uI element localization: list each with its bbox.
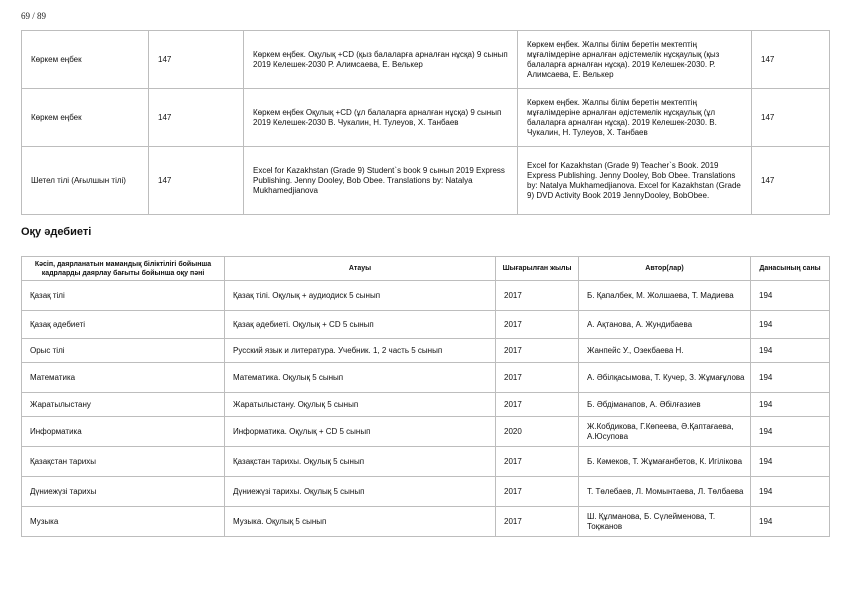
- guide-cell: Excel for Kazakhstan (Grade 9) Teacher`s Book. 2019 Express Publishing. Jenny Dooley, Bob Obee. Translations by: Natalya Mukhamedjianova. Excel for Kazakhstan (Grade 9) DVD Activity Book 2019 JennyDooley, BobObee.: [518, 147, 752, 215]
- title-cell: Математика. Оқулық 5 сынып: [225, 363, 496, 393]
- count-cell: 147: [752, 147, 830, 215]
- subject-cell: Көркем еңбек: [22, 89, 149, 147]
- count-cell: 194: [751, 393, 830, 417]
- authors-cell: Б. Әбдіманапов, А. Әбілғазиев: [579, 393, 751, 417]
- count-cell: 147: [752, 89, 830, 147]
- title-cell: Қазақ әдебиеті. Оқулық + CD 5 сынып: [225, 311, 496, 339]
- year-cell: 2017: [496, 393, 579, 417]
- count-cell: 194: [751, 477, 830, 507]
- title-cell: Қазақ тілі. Оқулық + аудиодиск 5 сынып: [225, 281, 496, 311]
- title-cell: Жаратылыстану. Оқулық 5 сынып: [225, 393, 496, 417]
- table-row: [22, 311, 830, 339]
- header-title: Атауы: [225, 257, 496, 281]
- table-row: [22, 281, 830, 311]
- table-row: [22, 417, 830, 447]
- textbook-cell: Көркем еңбек. Оқулық +CD (қыз балаларға арналған нұсқа) 9 сынып 2019 Келешек-2030 Р. Алимсаева, Е. Велькер: [244, 31, 518, 89]
- authors-cell: Б. Қапалбек, М. Жолшаева, Т. Мадиева: [579, 281, 751, 311]
- count-cell: 147: [752, 31, 830, 89]
- table-row: [22, 507, 830, 537]
- authors-cell: А. Ақтанова, А. Жундибаева: [579, 311, 751, 339]
- table-row: [22, 31, 830, 89]
- header-year: Шығарылған жылы: [496, 257, 579, 281]
- count-cell: 194: [751, 507, 830, 537]
- year-cell: 2017: [496, 311, 579, 339]
- section-heading: Оқу әдебиеті: [21, 226, 92, 238]
- header-subject: Кәсіп, даярланатын мамандық біліктілігі бойынша кадрларды даярлау бағыты бойынша оқу пәні: [22, 257, 225, 281]
- header-authors: Автор(лар): [579, 257, 751, 281]
- count-cell: 194: [751, 417, 830, 447]
- authors-cell: Ж.Кобдикова, Г.Көпеева, Ә.Қаптағаева, А.Юсупова: [579, 417, 751, 447]
- subject-cell: Математика: [22, 363, 225, 393]
- table-row: [22, 147, 830, 215]
- count-cell: 147: [149, 31, 244, 89]
- year-cell: 2017: [496, 363, 579, 393]
- subject-cell: Жаратылыстану: [22, 393, 225, 417]
- table-row: [22, 363, 830, 393]
- subject-cell: Шетел тілі (Ағылшын тілі): [22, 147, 149, 215]
- title-cell: Информатика. Оқулық + CD 5 сынып: [225, 417, 496, 447]
- title-cell: Дүниежүзі тарихы. Оқулық 5 сынып: [225, 477, 496, 507]
- table-row: [22, 477, 830, 507]
- table-header-row: [22, 257, 830, 281]
- authors-cell: Т. Төлебаев, Л. Момынтаева, Л. Төлбаева: [579, 477, 751, 507]
- subject-cell: Қазақ тілі: [22, 281, 225, 311]
- count-cell: 194: [751, 281, 830, 311]
- textbook-cell: Көркем еңбек Оқулық +CD (ұл балаларға арналған нұсқа) 9 сынып 2019 Келешек-2030 В. Чукалин, Н. Тулеуов, Х. Танбаев: [244, 89, 518, 147]
- subject-cell: Қазақ әдебиеті: [22, 311, 225, 339]
- table-row: [22, 447, 830, 477]
- year-cell: 2017: [496, 477, 579, 507]
- year-cell: 2017: [496, 339, 579, 363]
- table-row: [22, 393, 830, 417]
- count-cell: 147: [149, 147, 244, 215]
- year-cell: 2020: [496, 417, 579, 447]
- subject-cell: Музыка: [22, 507, 225, 537]
- subject-cell: Қазақстан тарихы: [22, 447, 225, 477]
- top-resources-table: [21, 30, 830, 215]
- textbook-cell: Excel for Kazakhstan (Grade 9) Student`s book 9 сынып 2019 Express Publishing. Jenny Dooley, Bob Obee. Translations by: Natalya Mukhamedjianova: [244, 147, 518, 215]
- authors-cell: А. Әбілқасымова, Т. Кучер, З. Жұмағұлова: [579, 363, 751, 393]
- subject-cell: Көркем еңбек: [22, 31, 149, 89]
- table-row: [22, 339, 830, 363]
- table-row: [22, 89, 830, 147]
- count-cell: 194: [751, 447, 830, 477]
- title-cell: Русский язык и литература. Учебник. 1, 2 часть 5 сынып: [225, 339, 496, 363]
- authors-cell: Жанпейс У., Озекбаева Н.: [579, 339, 751, 363]
- literature-table: [21, 256, 830, 537]
- title-cell: Қазақстан тарихы. Оқулық 5 сынып: [225, 447, 496, 477]
- page-number: 69 / 89: [21, 11, 47, 21]
- guide-cell: Көркем еңбек. Жалпы білім беретін мектептің мұғалімдеріне арналған әдістемелік нұсқаулық (ұл балаларға арналған нұсқа). 2019 Келешек-2030. В. Чукалин, Н. Тулеуов, Х. Танбаев: [518, 89, 752, 147]
- subject-cell: Дүниежүзі тарихы: [22, 477, 225, 507]
- count-cell: 194: [751, 339, 830, 363]
- year-cell: 2017: [496, 281, 579, 311]
- count-cell: 194: [751, 363, 830, 393]
- subject-cell: Информатика: [22, 417, 225, 447]
- year-cell: 2017: [496, 507, 579, 537]
- year-cell: 2017: [496, 447, 579, 477]
- count-cell: 147: [149, 89, 244, 147]
- header-count: Данасының саны: [751, 257, 830, 281]
- authors-cell: Б. Кәмеков, Т. Жұмағанбетов, К. Игілікова: [579, 447, 751, 477]
- guide-cell: Көркем еңбек. Жалпы білім беретін мектептің мұғалімдеріне арналған әдістемелік нұсқаулық (қыз балаларға арналған нұсқа). 2019 Келешек-2030. Р. Алимсаева, Е. Велькер: [518, 31, 752, 89]
- subject-cell: Орыс тілі: [22, 339, 225, 363]
- title-cell: Музыка. Оқулық 5 сынып: [225, 507, 496, 537]
- authors-cell: Ш. Құлманова, Б. Сүлейменова, Т. Тоқжанов: [579, 507, 751, 537]
- count-cell: 194: [751, 311, 830, 339]
